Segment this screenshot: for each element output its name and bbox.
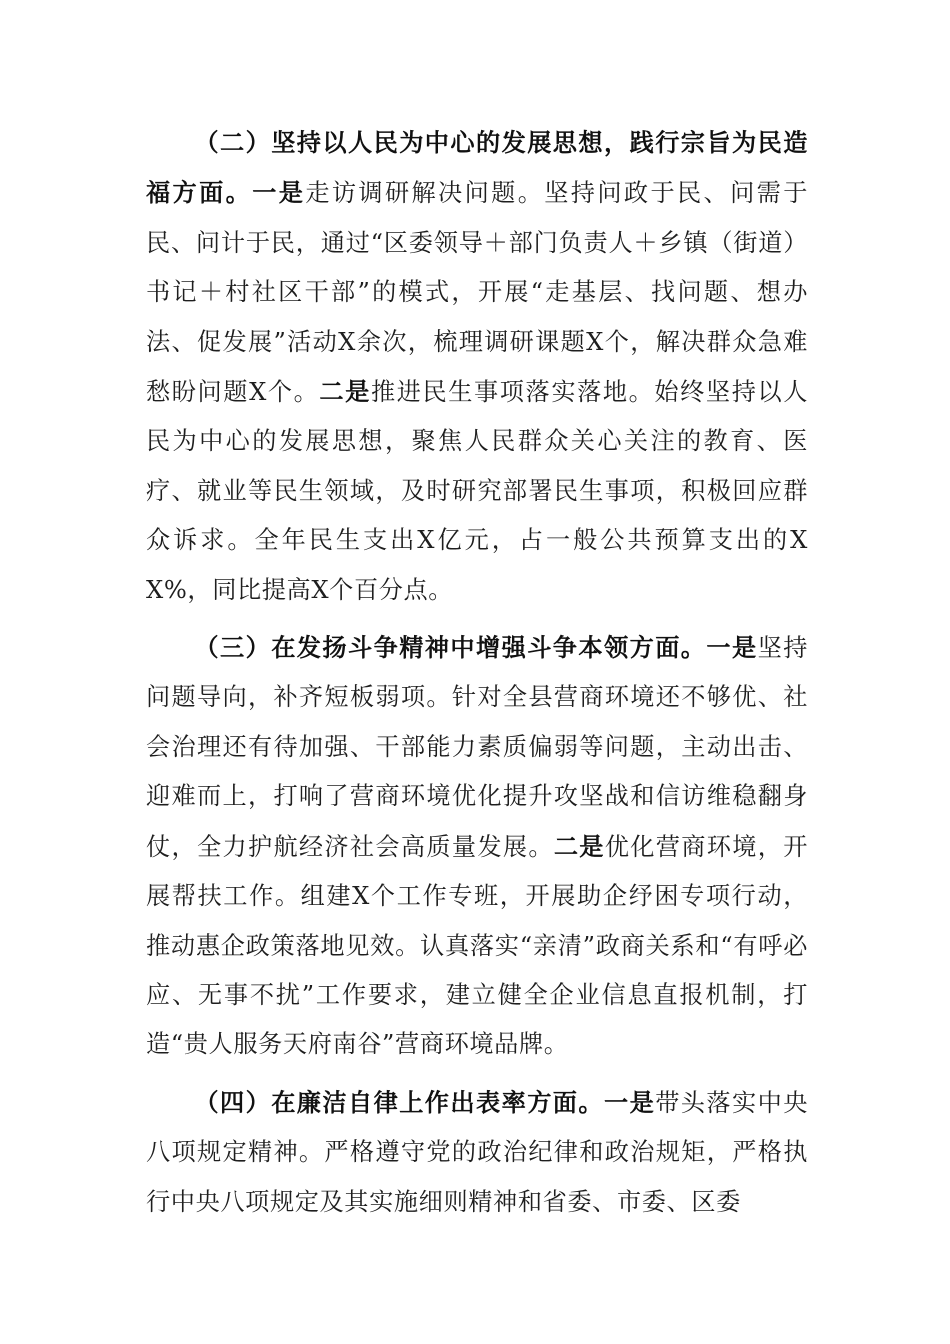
paragraph-people-centered [146,118,808,615]
paragraph-text: 走访调研解决问题。坚持问政于民、问需于民、问计于民，通过“区委领导＋部门负责人＋乡镇（街道）书记＋村社区干部”的模式，开展“走基层、找问题、想办法、促发展”活动X余次，梳理调研课题X个，解决群众急难愁盼问题X个。 [146,179,808,407]
document-body [146,118,808,1235]
paragraph-text: 推进民生事项落实落地。始终坚持以人民为中心的发展思想，聚焦人民群众关心关注的教育、医疗、就业等民生领域，及时研究部署民生事项，积极回应群众诉求。全年民生支出X亿元，占一般公共预算支出的XX%，同比提高X个百分点。 [146,378,809,604]
point-marker-second: 二是 [553,831,605,861]
point-marker-first: 一是 [604,1087,656,1117]
section-heading: （三）在发扬斗争精神中增强斗争本领方面。 [194,633,707,663]
point-marker-second: 二是 [319,377,371,407]
section-heading: （四）在廉洁自律上作出表率方面。 [194,1087,604,1117]
paragraph-text: 带头落实中央八项规定精神。严格遵守党的政治纪律和政治规矩，严格执行中央八项规定及其实施细则精神和省委、市委、区委 [146,1088,808,1216]
point-marker-first: 一是 [252,178,306,208]
paragraph-text: 坚持问题导向，补齐短板弱项。针对全县营商环境还不够优、社会治理还有待加强、干部能力素质偏弱等问题，主动出击、迎难而上，打响了营商环境优化提升攻坚战和信访维稳翻身仗，全力护航经济社会高质量发展。 [146,634,808,861]
paragraph-integrity [146,1078,808,1227]
section-heading: （二）坚持以人民为中心的发展思想，践行宗旨为民造福方面。 [146,128,808,208]
point-marker-first: 一是 [706,633,758,663]
paragraph-struggle-spirit [146,623,808,1070]
paragraph-text: 优化营商环境，开展帮扶工作。组建X个工作专班，开展助企纾困专项行动，推动惠企政策落地见效。认真落实“亲清”政商关系和“有呼必应、无事不扰”工作要求，建立健全企业信息直报机制，打造“贵人服务天府南谷”营商环境品牌。 [146,832,808,1059]
